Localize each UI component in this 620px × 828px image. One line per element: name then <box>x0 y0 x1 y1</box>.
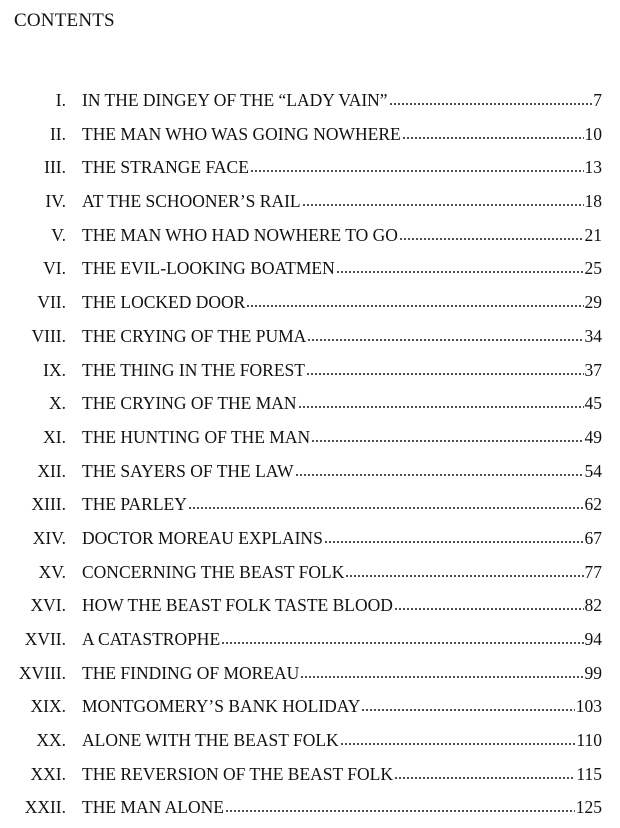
toc-entry[interactable] <box>0 387 620 421</box>
chapter-number: IV. <box>45 191 66 212</box>
toc-entry-line <box>82 657 602 691</box>
toc-entry-line <box>82 724 602 758</box>
toc-entry-line <box>82 589 602 623</box>
toc-entry[interactable] <box>0 488 620 522</box>
toc-entry[interactable] <box>0 320 620 354</box>
chapter-number: XX. <box>36 730 66 751</box>
page-number: 94 <box>584 629 602 649</box>
page-number: 77 <box>584 561 602 582</box>
toc-entry[interactable] <box>0 185 620 219</box>
chapter-title: THE MAN WHO WAS GOING NOWHERE <box>82 123 401 144</box>
chapter-number: II. <box>49 123 66 144</box>
toc-entry[interactable] <box>0 421 620 455</box>
chapter-title: THE HUNTING OF THE MAN <box>82 426 311 447</box>
toc-entry-line <box>82 118 602 152</box>
toc-entry[interactable] <box>0 556 620 590</box>
dot-leader <box>246 304 583 308</box>
toc-entry[interactable] <box>0 589 620 623</box>
dot-leader <box>295 473 584 477</box>
dot-leader <box>306 372 584 376</box>
page-number: 103 <box>575 696 602 717</box>
toc-entry[interactable] <box>0 84 620 118</box>
dot-leader <box>399 237 584 241</box>
chapter-title: DOCTOR MOREAU EXPLAINS <box>82 527 323 548</box>
page-number: 115 <box>576 763 602 784</box>
toc-entry[interactable] <box>0 758 620 792</box>
chapter-number: XV. <box>38 561 66 582</box>
chapter-title: ALONE WITH THE BEAST FOLK <box>82 730 339 751</box>
toc-entry-line <box>82 488 602 522</box>
page-number: 110 <box>576 730 602 751</box>
toc-entry[interactable] <box>0 791 620 825</box>
toc-entry-line <box>82 151 602 185</box>
chapter-number: IX. <box>43 359 66 380</box>
toc-entry-line <box>82 758 602 792</box>
chapter-title: THE LOCKED DOOR <box>82 292 246 313</box>
toc-entry[interactable] <box>0 690 620 724</box>
toc-entry[interactable] <box>0 623 620 657</box>
chapter-title: MONTGOMERY’S BANK HOLIDAY <box>82 696 361 717</box>
dot-leader <box>324 540 584 544</box>
dot-leader <box>394 776 575 780</box>
chapter-title: THE EVIL-LOOKING BOATMEN <box>82 258 335 279</box>
toc-entry[interactable] <box>0 657 620 691</box>
page-number: 125 <box>575 797 602 818</box>
toc-entry[interactable] <box>0 151 620 185</box>
toc-entry[interactable] <box>0 724 620 758</box>
page-number: 25 <box>584 258 602 279</box>
chapter-number: V. <box>51 224 66 245</box>
dot-leader <box>402 136 584 140</box>
dot-leader <box>311 439 583 443</box>
toc-entry-line <box>82 455 602 489</box>
toc-entry-line <box>82 320 602 354</box>
contents-heading: CONTENTS <box>14 10 115 31</box>
page-number: 21 <box>584 224 602 245</box>
toc-entry[interactable] <box>0 354 620 388</box>
chapter-number: XIX. <box>30 696 66 717</box>
chapter-title: A CATASTROPHE <box>82 629 221 649</box>
page-number: 7 <box>593 90 602 110</box>
dot-leader <box>340 742 576 746</box>
toc-entry[interactable] <box>0 455 620 489</box>
page-number: 37 <box>584 359 602 380</box>
toc-entry-line <box>82 623 602 657</box>
toc-entry[interactable] <box>0 522 620 556</box>
toc-entry[interactable] <box>0 252 620 286</box>
chapter-number: III. <box>44 157 66 178</box>
dot-leader <box>300 675 583 679</box>
chapter-title: THE PARLEY <box>82 494 187 515</box>
chapter-number: XIII. <box>31 494 66 515</box>
dot-leader <box>225 809 575 813</box>
chapter-number: XXI. <box>30 763 66 784</box>
chapter-number: XII. <box>37 460 66 481</box>
toc-entry-line <box>82 421 602 455</box>
chapter-title: THE MAN WHO HAD NOWHERE TO GO <box>82 224 398 245</box>
toc-entry[interactable] <box>0 118 620 152</box>
toc-entry-line <box>82 387 602 421</box>
chapter-number: XVI. <box>30 595 66 616</box>
dot-leader <box>394 607 584 611</box>
chapter-title: THE FINDING OF MOREAU <box>82 662 300 683</box>
toc-entry-line <box>82 185 602 219</box>
page-number: 29 <box>584 292 602 313</box>
toc-entry-line <box>82 252 602 286</box>
toc-entry[interactable] <box>0 219 620 253</box>
chapter-number: VI. <box>43 258 66 279</box>
page-number: 49 <box>584 426 602 447</box>
chapter-number: VII. <box>37 292 66 313</box>
chapter-title: THE STRANGE FACE <box>82 157 249 178</box>
chapter-number: XIV. <box>32 527 66 548</box>
chapter-number: XVII. <box>24 629 66 649</box>
dot-leader <box>389 102 593 106</box>
chapter-title: THE MAN ALONE <box>82 797 224 818</box>
chapter-title: THE CRYING OF THE PUMA <box>82 325 307 346</box>
dot-leader <box>302 203 584 207</box>
toc-entry-line <box>82 690 602 724</box>
toc-entry-line <box>82 522 602 556</box>
page-number: 10 <box>584 123 602 144</box>
dot-leader <box>188 506 584 510</box>
dot-leader <box>221 641 583 645</box>
chapter-title: THE CRYING OF THE MAN <box>82 393 297 414</box>
page-number: 54 <box>584 460 602 481</box>
dot-leader <box>307 338 583 342</box>
chapter-title: THE REVERSION OF THE BEAST FOLK <box>82 763 393 784</box>
page-number: 62 <box>584 494 602 515</box>
chapter-title: HOW THE BEAST FOLK TASTE BLOOD <box>82 595 393 616</box>
toc-entry-line <box>82 219 602 253</box>
page-number: 13 <box>584 157 602 178</box>
toc-entry[interactable] <box>0 286 620 320</box>
page-number: 82 <box>584 595 602 616</box>
page-number: 18 <box>584 191 602 212</box>
chapter-number: I. <box>55 90 66 110</box>
chapter-number: XXII. <box>24 797 66 818</box>
toc-entry-line <box>82 556 602 590</box>
chapter-title: THE THING IN THE FOREST <box>82 359 305 380</box>
page-number: 34 <box>584 325 602 346</box>
toc-entry-line <box>82 286 602 320</box>
toc-entry-line <box>82 791 602 825</box>
table-of-contents <box>0 84 620 825</box>
chapter-title: CONCERNING THE BEAST FOLK <box>82 561 345 582</box>
chapter-title: THE SAYERS OF THE LAW <box>82 460 294 481</box>
chapter-number: VIII. <box>31 325 66 346</box>
dot-leader <box>250 169 584 173</box>
chapter-number: X. <box>48 393 66 414</box>
dot-leader <box>336 270 584 274</box>
page-number: 67 <box>584 527 602 548</box>
chapter-number: XVIII. <box>18 662 66 683</box>
page-number: 45 <box>584 393 602 414</box>
page-number: 99 <box>584 662 602 683</box>
dot-leader <box>361 708 574 712</box>
dot-leader <box>298 405 584 409</box>
toc-entry-line <box>82 84 602 118</box>
toc-entry-line <box>82 354 602 388</box>
chapter-number: XI. <box>43 426 66 447</box>
chapter-title: AT THE SCHOONER’S RAIL <box>82 191 301 212</box>
chapter-title: IN THE DINGEY OF THE “LADY VAIN” <box>82 90 388 110</box>
dot-leader <box>345 574 583 578</box>
